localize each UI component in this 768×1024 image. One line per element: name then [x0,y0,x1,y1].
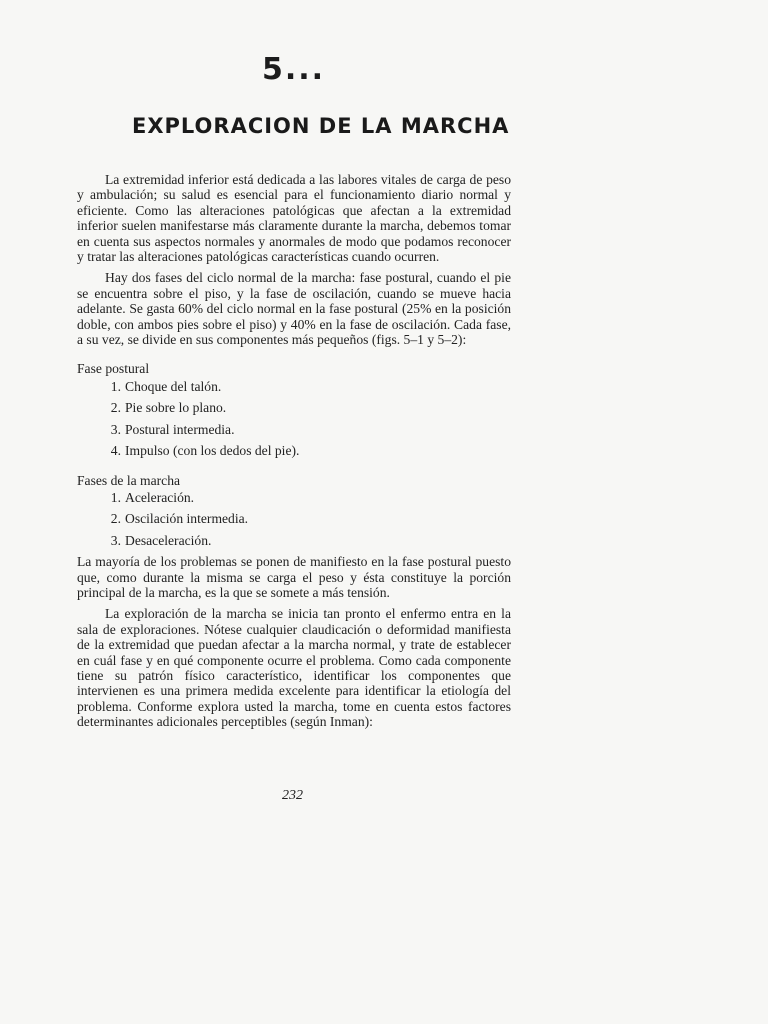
page-number: 232 [282,788,303,803]
section-heading-fases-marcha: Fases de la marcha [77,472,181,488]
list-item [77,443,511,458]
list-item-number: 4. [110,443,121,459]
list-item [77,379,511,394]
list-item [77,400,511,415]
list-item [77,490,511,505]
list-item [77,511,511,526]
list-item-text: Pie sobre lo plano. [125,400,227,416]
chapter-number: 5... [262,52,326,87]
paragraph-gait-exam: La exploración de la marcha se inicia tan pronto el enfermo entra en la sala de exploraciones. Nótese cualquier claudicación o deformidad manifiesta de la extremidad que puedan afectar a la marcha normal, y trate de establecer en cuál fase y en qué componente ocurre el problema. Como cada componente tiene su patrón físico característico, identificar los componentes que intervienen es una primera medida excelente para identificar la etiología del problema. Conforme explora usted la marcha, tome en cuenta estos factores determinantes adicionales perceptibles (según Inman): [77,606,511,730]
list-item-text: Aceleración. [125,489,195,505]
list-fase-postural [77,379,511,459]
list-item-text: Desaceleración. [125,532,212,548]
list-item [77,422,511,437]
list-item-number: 3. [110,421,121,437]
list-item-number: 1. [110,378,121,394]
list-item-text: Impulso (con los dedos del pie). [125,443,300,459]
list-item-text: Oscilación intermedia. [125,511,249,527]
paragraph-postural-problems: La mayoría de los problemas se ponen de manifiesto en la fase postural puesto que, como durante la misma se carga el peso y ésta constituye la porción principal de la marcha, es la que se somete a más tensión. [77,554,511,600]
list-item-number: 2. [110,511,121,527]
list-item-number: 2. [110,400,121,416]
body-text [77,172,511,736]
paragraph-intro: La extremidad inferior está dedicada a las labores vitales de carga de peso y ambulación; su salud es esencial para el funcionamiento diario normal y eficiente. Como las alteraciones patológicas que afectan a la extremidad inferior suelen manifestarse más claramente durante la marcha, debemos tomar en cuenta sus aspectos normales y anormales de modo que podamos reconocer y tratar las alteraciones patológicas características cuando ocurren. [77,172,511,265]
chapter-title: EXPLORACION DE LA MARCHA [132,114,510,138]
list-item-number: 3. [110,532,121,548]
list-item-text: Choque del talón. [125,378,222,394]
list-item-text: Postural intermedia. [125,421,235,437]
list-item-number: 1. [110,489,121,505]
list-item [77,533,511,548]
section-heading-fase-postural: Fase postural [77,361,150,377]
paragraph-gait-phases: Hay dos fases del ciclo normal de la marcha: fase postural, cuando el pie se encuentra sobre el piso, y la fase de oscilación, cuando se mueve hacia adelante. Se gasta 60% del ciclo normal en la fase postural (25% en la posición doble, con ambos pies sobre el piso) y 40% en la fase de oscilación. Cada fase, a su vez, se divide en sus componentes más pequeños (figs. 5–1 y 5–2): [77,270,511,348]
list-fases-marcha [77,490,511,548]
